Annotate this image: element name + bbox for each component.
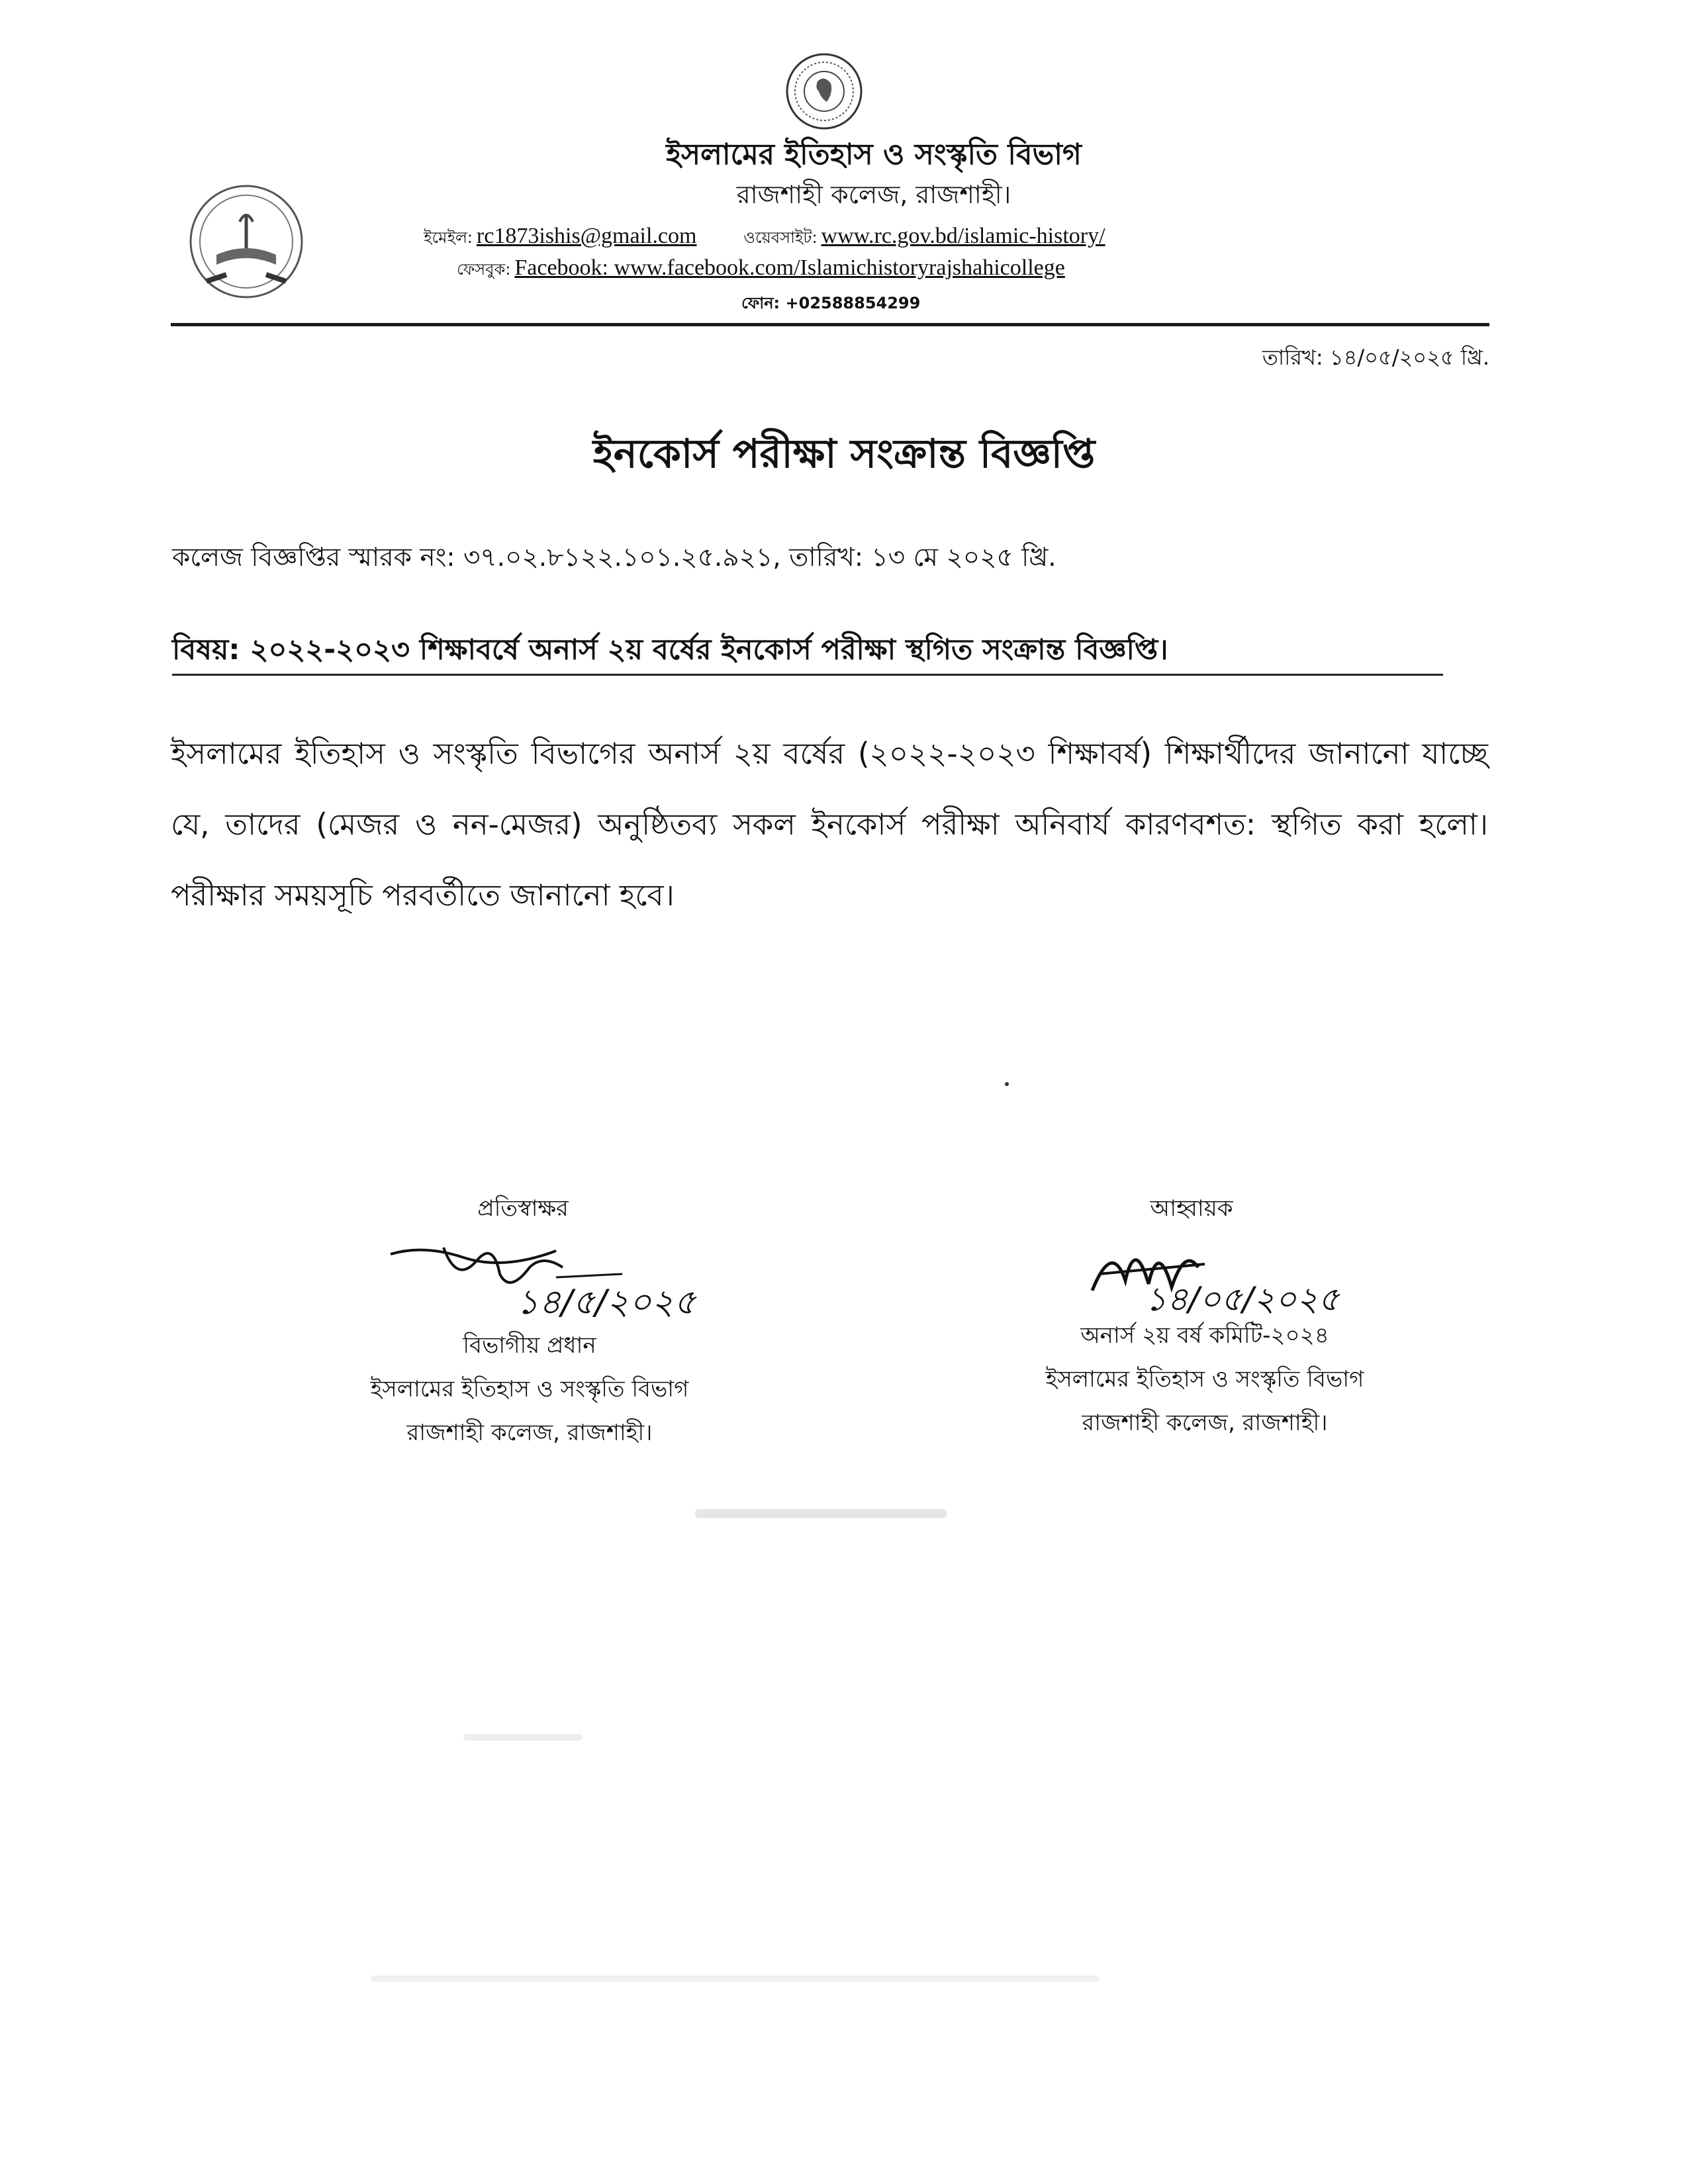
website-label: ওয়েবসাইট: <box>743 228 818 247</box>
notice-date: তারিখ: ১৪/০৫/২০২৫ খ্রি. <box>1262 345 1489 370</box>
notice-subject: বিষয়: ২০২২-২০২৩ শিক্ষাবর্ষে অনার্স ২য় বর্ষের ইনকোর্স পরীক্ষা স্থগিত সংক্রান্ত বিজ্ঞপ্তি। <box>172 633 1168 666</box>
right-signature-role: অনার্স ২য় বর্ষ কমিটি-২০২৪ <box>1080 1322 1329 1349</box>
left-signature-department: ইসলামের ইতিহাস ও সংস্কৃতি বিভাগ <box>370 1376 689 1402</box>
email-link[interactable]: rc1873ishis@gmail.com <box>476 224 697 248</box>
memo-reference: কলেজ বিজ্ঞপ্তির স্মারক নং: ৩৭.০২.৮১২২.১০১.২৫.৯২১, তারিখ: ১৩ মে ২০২৫ খ্রি. <box>172 543 1056 572</box>
contact-email-row <box>424 222 1105 252</box>
left-signature-college: রাজশাহী কলেজ, রাজশাহী। <box>406 1420 653 1446</box>
countersignature-label: প্রতিস্বাক্ষর <box>477 1195 569 1222</box>
website-link[interactable]: www.rc.gov.bd/islamic-history/ <box>821 224 1105 248</box>
college-name: রাজশাহী কলেজ, রাজশাহী। <box>736 180 1011 209</box>
subject-underline <box>172 674 1443 676</box>
scan-artifact <box>371 1976 1099 1982</box>
left-signature-block <box>238 1327 821 1451</box>
right-signature-date: ১৪/০৫/২০২৫ <box>1145 1280 1340 1318</box>
college-crest-icon <box>187 182 306 301</box>
right-signature-college: রাজশাহী কলেজ, রাজশাহী। <box>1082 1410 1328 1436</box>
phone-number: ফোন: +02588854299 <box>741 294 921 312</box>
right-signature <box>1086 1228 1430 1327</box>
right-signature-block <box>914 1317 1496 1441</box>
header-divider <box>171 323 1489 326</box>
government-seal-icon <box>784 52 864 131</box>
notice-title: ইনকোর্স পরীক্ষা সংক্রান্ত বিজ্ঞপ্তি <box>592 431 1096 477</box>
department-name: ইসলামের ইতিহাস ও সংস্কৃতি বিভাগ <box>666 138 1082 171</box>
facebook-label: ফেসবুক: <box>457 260 511 279</box>
scan-mark <box>1005 1082 1009 1086</box>
contact-facebook-row <box>457 254 1065 284</box>
facebook-link[interactable]: Facebook: www.facebook.com/Islamichistoryrajshahicollege <box>514 255 1065 280</box>
notice-body: ইসলামের ইতিহাস ও সংস্কৃতি বিভাগের অনার্স ২য় বর্ষের (২০২২-২০২৩ শিক্ষাবর্ষ) শিক্ষার্থীদের জানানো যাচ্ছে যে, তাদের (মেজর ও নন-মেজর) অনুষ্ঠিতব্য সকল ইনকোর্স পরীক্ষা অনিবার্য কারণবশত: স্থগিত করা হলো। পরীক্ষার সময়সূচি পরবর্তীতে জানানো হবে। <box>171 736 1488 913</box>
right-signature-department: ইসলামের ইতিহাস ও সংস্কৃতি বিভাগ <box>1045 1366 1364 1392</box>
scan-artifact <box>695 1509 947 1518</box>
left-signature-date: ১৪/৫/২০২৫ <box>516 1283 696 1322</box>
convener-label: আহ্বায়ক <box>1150 1195 1233 1222</box>
scan-artifact <box>463 1734 583 1741</box>
email-label: ইমেইল: <box>424 228 473 247</box>
left-signature-role: বিভাগীয় প্রধান <box>463 1332 596 1359</box>
left-signature <box>384 1221 728 1334</box>
